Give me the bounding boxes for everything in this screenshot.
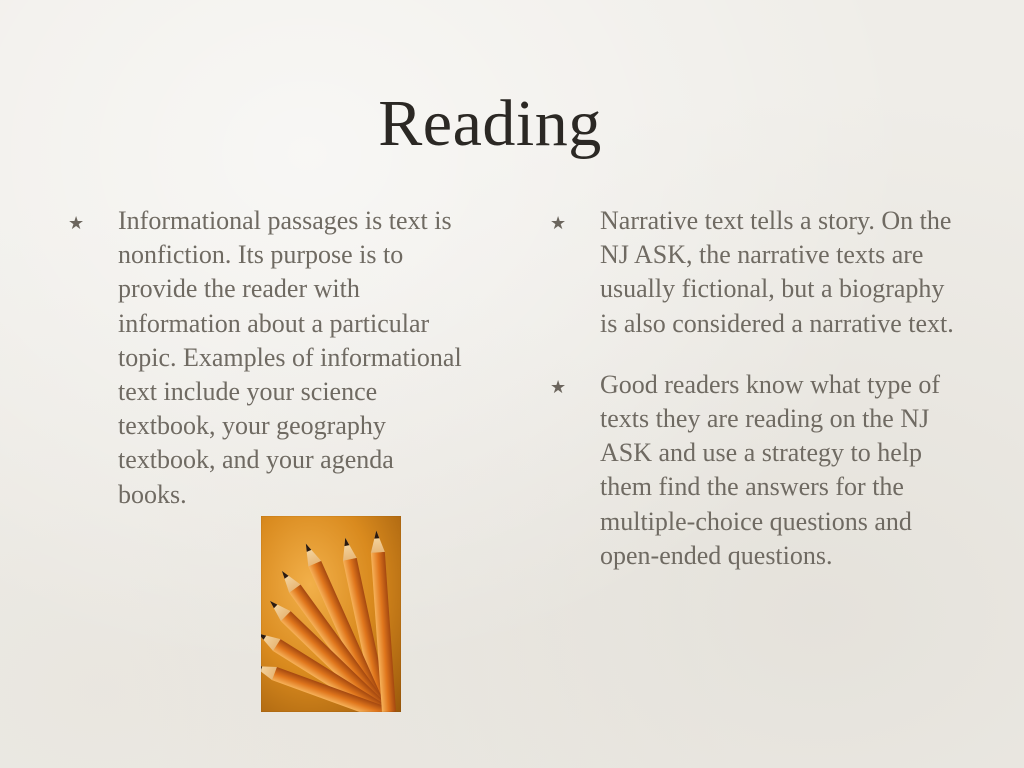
colored-pencils-photo xyxy=(261,516,401,712)
bullet-text: Good readers know what type of texts they are reading on the NJ ASK and use a strategy to help them find the answers for the multiple-choice questions and open-ended questions. xyxy=(600,369,941,570)
bullet-item xyxy=(548,368,958,573)
star-icon: ★ xyxy=(550,213,567,233)
slide-title: Reading xyxy=(378,87,602,160)
bullet-text: Narrative text tells a story. On the NJ ASK, the narrative texts are usually fictional, but a biography is also considered a narrative text. xyxy=(600,206,954,338)
right-column xyxy=(548,204,958,600)
bullet-item xyxy=(548,204,958,341)
bullet-item xyxy=(66,204,466,512)
left-column xyxy=(66,204,466,539)
star-icon: ★ xyxy=(550,376,567,397)
bullet-text: Informational passages is text is nonfiction. Its purpose is to provide the reader with information about a particular topic. Examples of informational text include your science textbook, your geography textbook, and your agenda books. xyxy=(118,206,462,509)
star-icon: ★ xyxy=(68,213,85,233)
